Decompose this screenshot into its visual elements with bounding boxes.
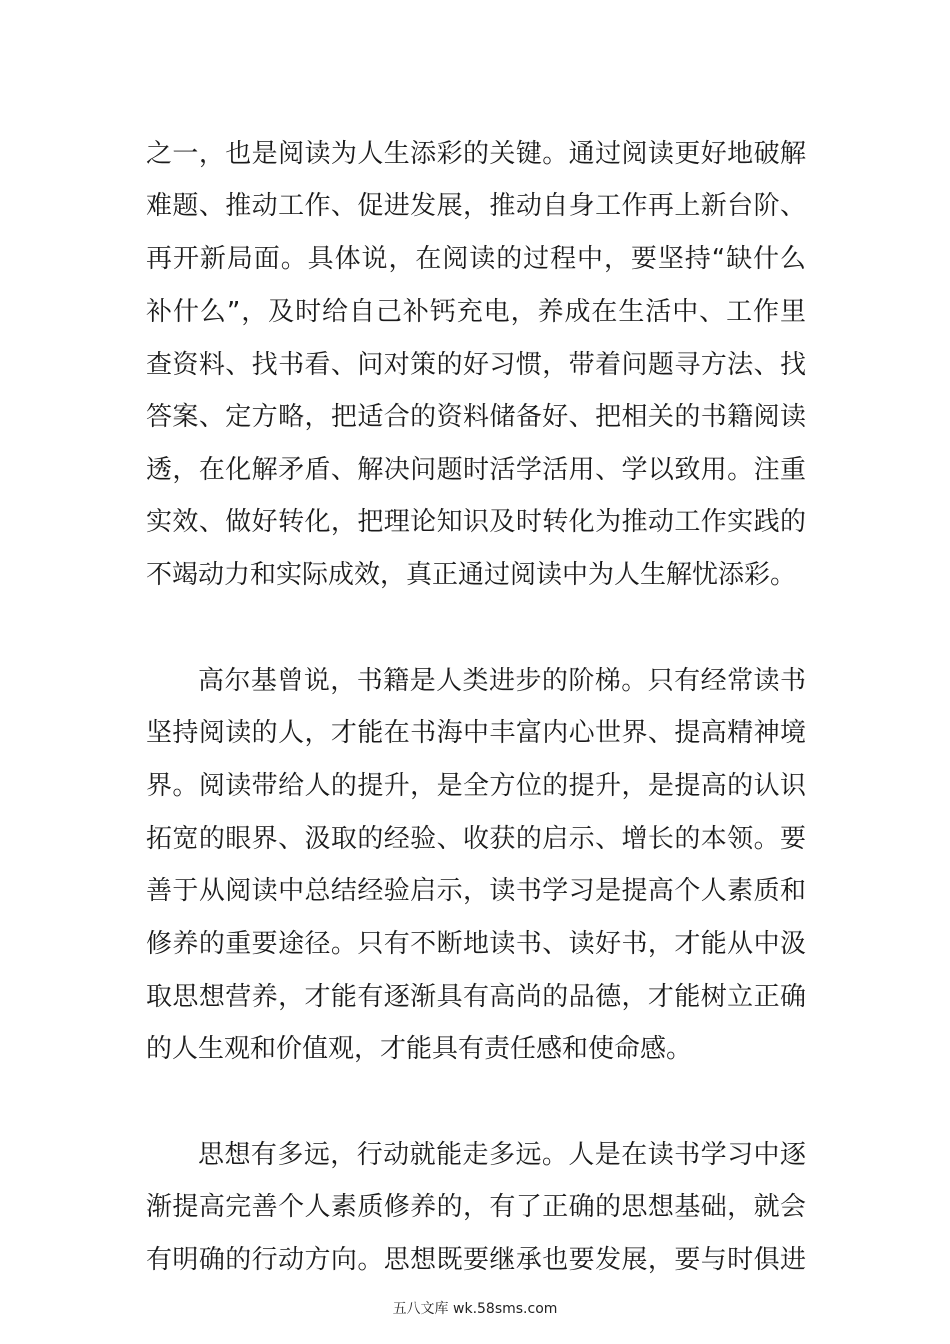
paragraph-line: 拓宽的眼界、汲取的经验、收获的启示、增长的本领。要: [146, 824, 806, 854]
paragraph-line: 之一，也是阅读为人生添彩的关键。通过阅读更好地破解: [146, 139, 806, 169]
paragraph-line: 实效、做好转化，把理论知识及时转化为推动工作实践的: [146, 507, 806, 537]
paragraph-line: 再开新局面。具体说，在阅读的过程中，要坚持“缺什么: [146, 244, 806, 274]
paragraph-line: 高尔基曾说，书籍是人类进步的阶梯。只有经常读书: [198, 666, 806, 696]
paragraph-line: 取思想营养，才能有逐渐具有高尚的品德，才能树立正确: [146, 982, 806, 1012]
paragraph-line: 透，在化解矛盾、解决问题时活学活用、学以致用。注重: [146, 455, 806, 485]
paragraph-line: 思想有多远，行动就能走多远。人是在读书学习中逐: [198, 1140, 806, 1170]
paragraph-line: 难题、推动工作、促进发展，推动自身工作再上新台阶、: [146, 191, 806, 221]
paragraph-line: 补什么”，及时给自己补钙充电，养成在生活中、工作里: [146, 297, 806, 327]
paragraph-line: 修养的重要途径。只有不断地读书、读好书，才能从中汲: [146, 929, 806, 959]
footer-watermark: 五八文库 wk.58sms.com: [392, 1301, 558, 1317]
paragraph-line: 坚持阅读的人，才能在书海中丰富内心世界、提高精神境: [146, 718, 806, 748]
paragraph-line: 的人生观和价值观，才能具有责任感和使命感。: [146, 1034, 693, 1064]
paragraph-line: 界。阅读带给人的提升，是全方位的提升，是提高的认识: [146, 771, 806, 801]
paragraph-line: 有明确的行动方向。思想既要继承也要发展，要与时俱进: [146, 1245, 806, 1275]
paragraph-line: 不竭动力和实际成效，真正通过阅读中为人生解忧添彩。: [146, 560, 797, 590]
paragraph-line: 答案、定方略，把适合的资料储备好、把相关的书籍阅读: [146, 402, 806, 432]
paragraph-line: 渐提高完善个人素质修养的，有了正确的思想基础，就会: [146, 1192, 806, 1222]
paragraph-line: 查资料、找书看、问对策的好习惯，带着问题寻方法、找: [146, 350, 806, 380]
paragraph-line: 善于从阅读中总结经验启示，读书学习是提高个人素质和: [146, 876, 806, 906]
